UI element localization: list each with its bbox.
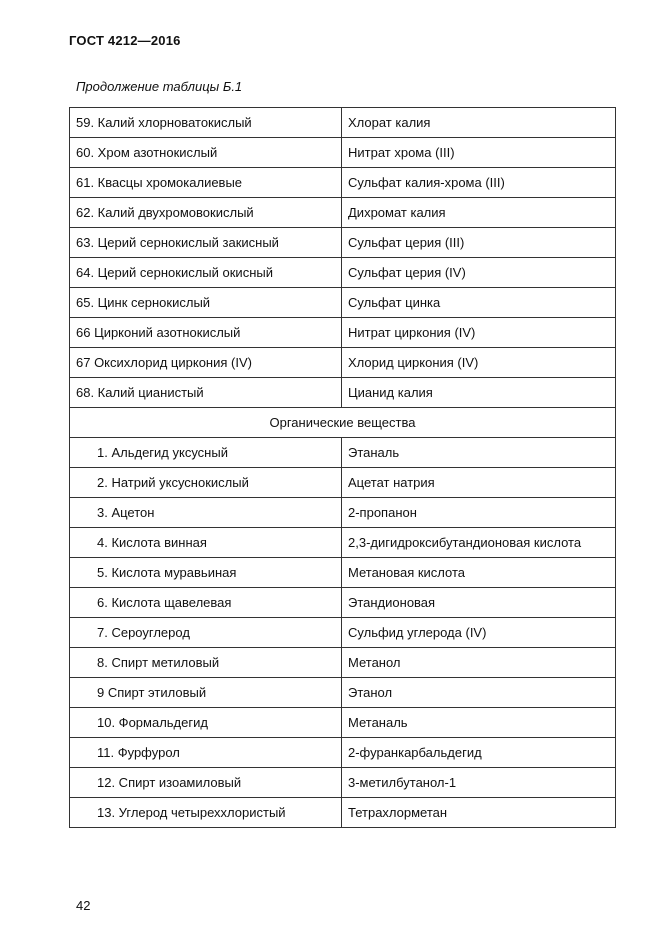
section-title: Органические вещества [70, 408, 616, 438]
table-row [70, 318, 616, 348]
iupac-name-cell: Сульфат церия (III) [342, 228, 616, 258]
iupac-name-cell: Тетрахлорметан [342, 798, 616, 828]
page-number: 42 [76, 898, 91, 913]
table-row [70, 768, 616, 798]
iupac-name-cell: 3-метилбутанол-1 [342, 768, 616, 798]
substance-name-cell: 10. Формальдегид [70, 708, 342, 738]
iupac-name-cell: Хлорид циркония (IV) [342, 348, 616, 378]
table-row [70, 618, 616, 648]
iupac-name-cell: Этанол [342, 678, 616, 708]
table-row [70, 798, 616, 828]
table-row [70, 198, 616, 228]
table-body [70, 108, 616, 828]
iupac-name-cell: Сульфат цинка [342, 288, 616, 318]
table-row [70, 498, 616, 528]
iupac-name-cell: Метаналь [342, 708, 616, 738]
iupac-name-cell: Метановая кислота [342, 558, 616, 588]
table-row [70, 588, 616, 618]
table-caption: Продолжение таблицы Б.1 [76, 79, 243, 94]
substance-name-cell: 8. Спирт метиловый [70, 648, 342, 678]
table-row [70, 378, 616, 408]
table-row [70, 708, 616, 738]
substance-name-cell: 12. Спирт изоамиловый [70, 768, 342, 798]
iupac-name-cell: Сульфат калия-хрома (III) [342, 168, 616, 198]
substance-name-cell: 7. Сероуглерод [70, 618, 342, 648]
substance-table [69, 107, 616, 828]
substance-name-cell: 66 Цирконий азотнокислый [70, 318, 342, 348]
iupac-name-cell: Этаналь [342, 438, 616, 468]
iupac-name-cell: Этандионовая [342, 588, 616, 618]
iupac-name-cell: 2-фуранкарбальдегид [342, 738, 616, 768]
substance-name-cell: 6. Кислота щавелевая [70, 588, 342, 618]
section-row [70, 408, 616, 438]
iupac-name-cell: Хлорат калия [342, 108, 616, 138]
iupac-name-cell: Нитрат циркония (IV) [342, 318, 616, 348]
substance-name-cell: 11. Фурфурол [70, 738, 342, 768]
substance-name-cell: 63. Церий сернокислый закисный [70, 228, 342, 258]
substance-name-cell: 3. Ацетон [70, 498, 342, 528]
table-row [70, 108, 616, 138]
iupac-name-cell: Метанол [342, 648, 616, 678]
substance-name-cell: 13. Углерод четыреххлористый [70, 798, 342, 828]
table-row [70, 288, 616, 318]
substance-name-cell: 68. Калий цианистый [70, 378, 342, 408]
substance-name-cell: 5. Кислота муравьиная [70, 558, 342, 588]
substance-name-cell: 2. Натрий уксуснокислый [70, 468, 342, 498]
iupac-name-cell: Ацетат натрия [342, 468, 616, 498]
table-row [70, 258, 616, 288]
table-row [70, 678, 616, 708]
iupac-name-cell: 2-пропанон [342, 498, 616, 528]
substance-name-cell: 1. Альдегид уксусный [70, 438, 342, 468]
table-row [70, 138, 616, 168]
iupac-name-cell: Сульфат церия (IV) [342, 258, 616, 288]
iupac-name-cell: Сульфид углерода (IV) [342, 618, 616, 648]
table-row [70, 738, 616, 768]
substance-name-cell: 65. Цинк сернокислый [70, 288, 342, 318]
table-row [70, 648, 616, 678]
table-row [70, 468, 616, 498]
table-row [70, 558, 616, 588]
substance-name-cell: 4. Кислота винная [70, 528, 342, 558]
substance-name-cell: 59. Калий хлорноватокислый [70, 108, 342, 138]
iupac-name-cell: 2,3-дигидроксибутандионовая кислота [342, 528, 616, 558]
substance-name-cell: 62. Калий двухромовокислый [70, 198, 342, 228]
substance-name-cell: 61. Квасцы хромокалиевые [70, 168, 342, 198]
table-row [70, 528, 616, 558]
table-row [70, 228, 616, 258]
document-header: ГОСТ 4212—2016 [69, 33, 181, 48]
substance-name-cell: 67 Оксихлорид циркония (IV) [70, 348, 342, 378]
table-row [70, 438, 616, 468]
substance-name-cell: 64. Церий сернокислый окисный [70, 258, 342, 288]
substance-name-cell: 60. Хром азотнокислый [70, 138, 342, 168]
substance-name-cell: 9 Спирт этиловый [70, 678, 342, 708]
iupac-name-cell: Дихромат калия [342, 198, 616, 228]
table-row [70, 168, 616, 198]
iupac-name-cell: Нитрат хрома (III) [342, 138, 616, 168]
iupac-name-cell: Цианид калия [342, 378, 616, 408]
table-row [70, 348, 616, 378]
